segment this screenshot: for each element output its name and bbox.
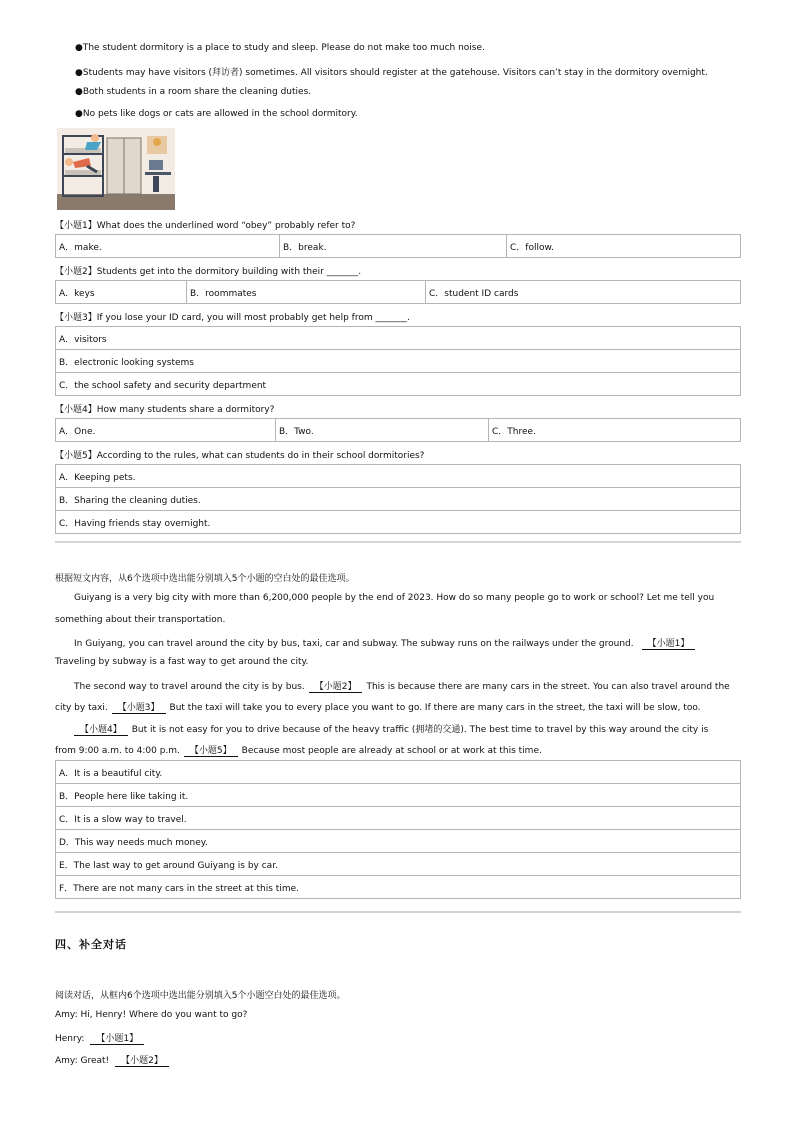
q2-option-c[interactable]: C．student ID cards [426,281,741,304]
q1-option-c[interactable]: C．follow. [507,235,741,258]
dialogue-speaker-henry: Henry: [55,1034,85,1044]
q3-option-a[interactable]: A．visitors [56,327,741,350]
passage2-p2b: Traveling by subway is a fast way to get around the city. [55,657,309,667]
p2-option-b[interactable]: B．People here like taking it. [56,784,741,807]
p2-option-f[interactable]: F．There are not many cars in the street at this time. [56,876,741,899]
dialogue-blank-2[interactable]: 【小题2】 [115,1053,169,1067]
passage2-options [55,760,741,899]
q1-option-b[interactable]: B．break. [280,235,507,258]
question-4-title: 【小题4】How many students share a dormitory? [55,405,275,415]
blank-5[interactable]: 【小题5】 [184,743,238,757]
passage2-p3c: city by taxi. [55,703,108,713]
q5-option-b[interactable]: B．Sharing the cleaning duties. [56,488,741,511]
rule-1: ●The student dormitory is a place to study and sleep. Please do not make too much noise. [75,43,485,53]
q3-option-b[interactable]: B．electronic looking systems [56,350,741,373]
passage2-p1b: something about their transportation. [55,615,226,625]
question-2-options [55,280,741,304]
rule-2: ●Students may have visitors (拜访者) sometimes. All visitors should register at the gatehouse. Visitors can’t stay in the dormitory overnight. [75,68,708,78]
blank-1[interactable]: 【小题1】 [642,636,696,650]
section-divider-2 [55,911,741,913]
rule-4: ●No pets like dogs or cats are allowed in the school dormitory. [75,109,358,119]
question-1-title: 【小题1】What does the underlined word “obey” probably refer to? [55,221,356,231]
question-3-options [55,326,741,396]
passage2-p4a: But it is not easy for you to drive because of the heavy traffic (拥堵的交通). The best time to travel by this way around the city is [131,725,709,735]
blank-3[interactable]: 【小题3】 [112,700,166,714]
passage2-p1a: Guiyang is a very big city with more than 6,200,000 people by the end of 2023. How do so many people go to work or school? Let me tell you [74,593,715,603]
passage2-p3-cont [55,700,741,714]
p2-option-d[interactable]: D．This way needs much money. [56,830,741,853]
question-3-title: 【小题3】If you lose your ID card, you will most probably get help from _______. [55,313,410,323]
passage2-p4-cont [55,743,741,757]
passage2-p2 [74,636,760,650]
dialogue-blank-1[interactable]: 【小题1】 [90,1031,144,1045]
question-5-title: 【小题5】According to the rules, what can students do in their school dormitories? [55,451,425,461]
dialogue-line-2 [55,1031,741,1045]
question-4-options [55,418,741,442]
rule-3: ●Both students in a room share the cleaning duties. [75,87,312,97]
dormitory-illustration [57,128,175,210]
question-5-options [55,464,741,534]
section-4-title: 四、补全对话 [55,938,127,951]
dialogue-line-1: Amy: Hi, Henry! Where do you want to go? [55,1010,248,1020]
passage2-p3 [74,679,760,693]
question-1-options [55,234,741,258]
q4-option-b[interactable]: B．Two. [276,419,489,442]
blank-4[interactable]: 【小题4】 [74,722,128,736]
q5-option-c[interactable]: C．Having friends stay overnight. [56,511,741,534]
q4-option-a[interactable]: A．One. [56,419,276,442]
passage2-p3b: This is because there are many cars in the street. You can also travel around the [366,682,730,692]
q2-option-b[interactable]: B．roommates [187,281,426,304]
passage2-p3a: The second way to travel around the city is by bus. [74,682,305,692]
passage2-p2a: In Guiyang, you can travel around the city by bus, taxi, car and subway. The subway runs on the railways under the ground. [74,639,634,649]
q4-option-c[interactable]: C．Three. [489,419,741,442]
passage2-p4b: from 9:00 a.m. to 4:00 p.m. [55,746,180,756]
p2-option-a[interactable]: A．It is a beautiful city. [56,761,741,784]
q1-option-a[interactable]: A．make. [56,235,280,258]
p2-option-c[interactable]: C．It is a slow way to travel. [56,807,741,830]
passage2-instruction: 根据短文内容，从6个选项中选出能分别填入5个小题的空白处的最佳选项。 [55,574,355,584]
dialogue-line-3 [55,1053,741,1067]
passage2-p4 [74,722,760,736]
q3-option-c[interactable]: C．the school safety and security department [56,373,741,396]
p2-option-e[interactable]: E．The last way to get around Guiyang is by car. [56,853,741,876]
passage2-p3d: But the taxi will take you to every place you want to go. If there are many cars in the street, the taxi will be slow, too. [169,703,701,713]
dialogue-speaker-amy: Amy: Great! [55,1056,110,1066]
blank-2[interactable]: 【小题2】 [309,679,363,693]
passage2-p4c: Because most people are already at school or at work at this time. [241,746,542,756]
q5-option-a[interactable]: A．Keeping pets. [56,465,741,488]
section-4-instruction: 阅读对话，从框内6个选项中选出能分别填入5个小题空白处的最佳选项。 [55,991,346,1001]
section-divider [55,541,741,543]
q2-option-a[interactable]: A．keys [56,281,187,304]
question-2-title: 【小题2】Students get into the dormitory building with their _______. [55,267,362,277]
